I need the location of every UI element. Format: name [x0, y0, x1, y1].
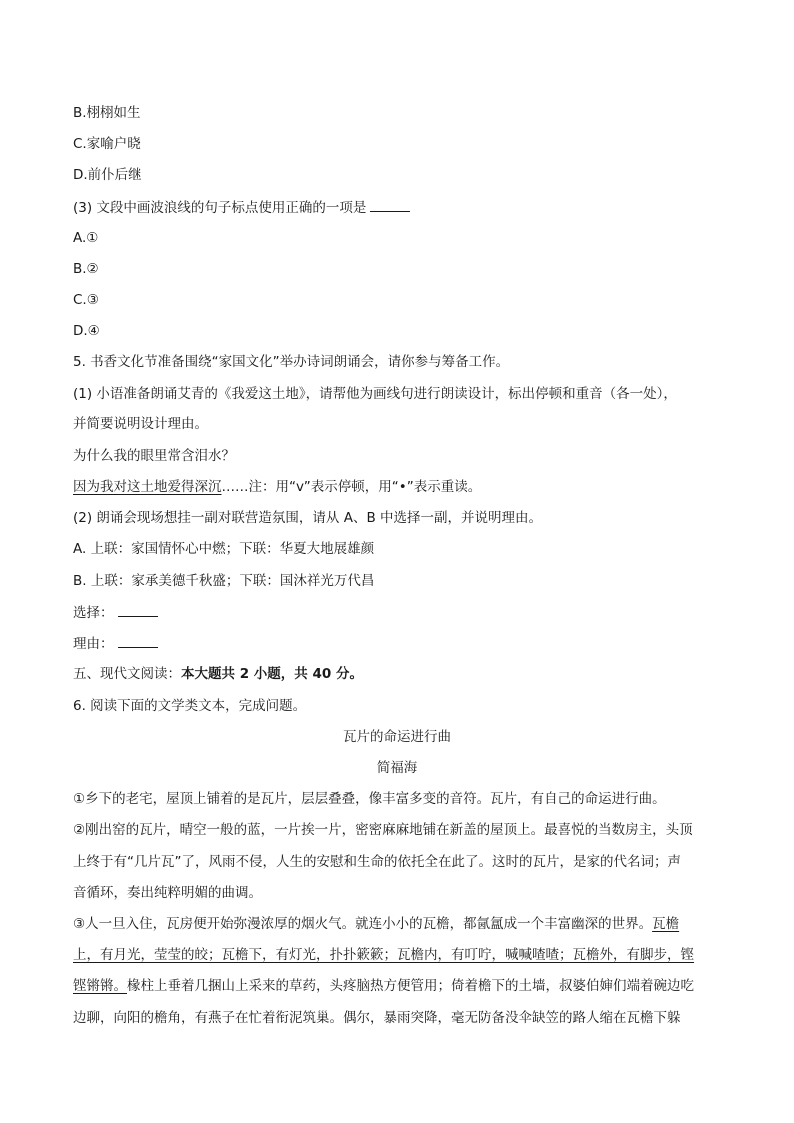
question-4-3 [73, 197, 723, 218]
option-c: C.③ [73, 292, 99, 308]
paragraph-2-line3: 音循环，奏出纯粹明媚的曲调。 [73, 885, 262, 901]
option-c: C.家喻户晓 [73, 136, 141, 152]
question-4-3-text: (3) 文段中画波浪线的句子标点使用正确的一项是 [73, 200, 367, 216]
question-5-2: (2) 朗诵会现场想挂一副对联营造氛围，请从 A、B 中选择一副，并说明理由。 [73, 510, 542, 526]
paragraph-2-line2: 上终于有“几片瓦”了，风雨不侵，人生的安慰和生命的依托全在此了。这时的瓦片，是家的代名词；声 [73, 854, 681, 870]
answer-blank[interactable] [370, 197, 410, 212]
option-b: B.② [73, 261, 99, 277]
question-5-stem: 5. 书香文化节准备围绕“家国文化”举办诗词朗诵会，请你参与筹备工作。 [73, 354, 510, 370]
section-heading-detail: 本大题共 2 小题，共 40 分。 [181, 666, 363, 682]
choice-label: 选择： [73, 605, 114, 621]
annotation-note: ……注：用“v”表示停顿，用“•”表示重读。 [221, 479, 482, 495]
underlined-text: 铿锵锵。 [73, 978, 127, 994]
paragraph-3-line2: 上，有月光，莹莹的皎；瓦檐下，有灯光，扑扑簌簌；瓦檐内，有叮咛，喊喊喳喳；瓦檐外，有脚步，铿 [73, 947, 694, 963]
choice-row [73, 602, 723, 623]
paragraph-3-text: ③人一旦入住，瓦房便开始弥漫浓厚的烟火气。就连小小的瓦檐，都氤氲成一个丰富幽深的世界。 [73, 916, 653, 932]
poem-question-line: 为什么我的眼里常含泪水？ [73, 448, 235, 464]
section-5-heading [73, 664, 723, 684]
question-5-1-line2: 并简要说明设计理由。 [73, 416, 208, 432]
paragraph-3-text: 椽柱上垂着几捆山上采来的草药，头疼脑热方便管用；倚着檐下的土墙，叔婆伯婶们端着碗边吃 [127, 978, 694, 994]
paragraph-3-line3 [73, 976, 723, 996]
poem-answer-line [73, 477, 723, 497]
paragraph-3-line4: 边聊，向阳的檐角，有燕子在忙着衔泥筑巢。偶尔，暴雨突降，毫无防备没伞缺笠的路人缩在瓦檐下躲 [73, 1010, 681, 1026]
option-d: D.前仆后继 [73, 167, 142, 183]
option-d: D.④ [73, 323, 100, 339]
paragraph-3-line1 [73, 914, 723, 934]
underlined-text: 瓦檐 [652, 916, 680, 932]
section-heading-text: 五、现代文阅读： [73, 666, 181, 682]
paragraph-1: ①乡下的老宅，屋顶上铺着的是瓦片，层层叠叠，像丰富多变的音符。瓦片，有自己的命运进行曲。 [73, 791, 666, 807]
reason-row [73, 633, 723, 654]
couplet-option-b: B. 上联：家承美德千秋盛；下联：国沐祥光万代昌 [73, 573, 375, 589]
option-a: A.① [73, 230, 99, 246]
paragraph-2-line1: ②刚出窑的瓦片，晴空一般的蓝，一片挨一片，密密麻麻地铺在新盖的屋顶上。最喜悦的当数房主，头顶 [73, 822, 693, 838]
reason-blank[interactable] [118, 633, 158, 648]
choice-blank[interactable] [118, 602, 158, 617]
question-6-stem: 6. 阅读下面的文学类文本，完成问题。 [73, 698, 307, 714]
question-5-1-line1: (1) 小语准备朗诵艾青的《我爱这土地》，请帮他为画线句进行朗读设计，标出停顿和重音（各一处）， [73, 386, 677, 402]
article-author: 简福海 [376, 760, 418, 776]
reason-label: 理由： [73, 636, 114, 652]
article-title: 瓦片的命运进行曲 [343, 729, 451, 745]
couplet-option-a: A. 上联：家国情怀心中燃；下联：华夏大地展雄颜 [73, 541, 375, 557]
option-b: B.栩栩如生 [73, 105, 141, 121]
underlined-sentence: 因为我对这土地爱得深沉 [73, 479, 222, 495]
